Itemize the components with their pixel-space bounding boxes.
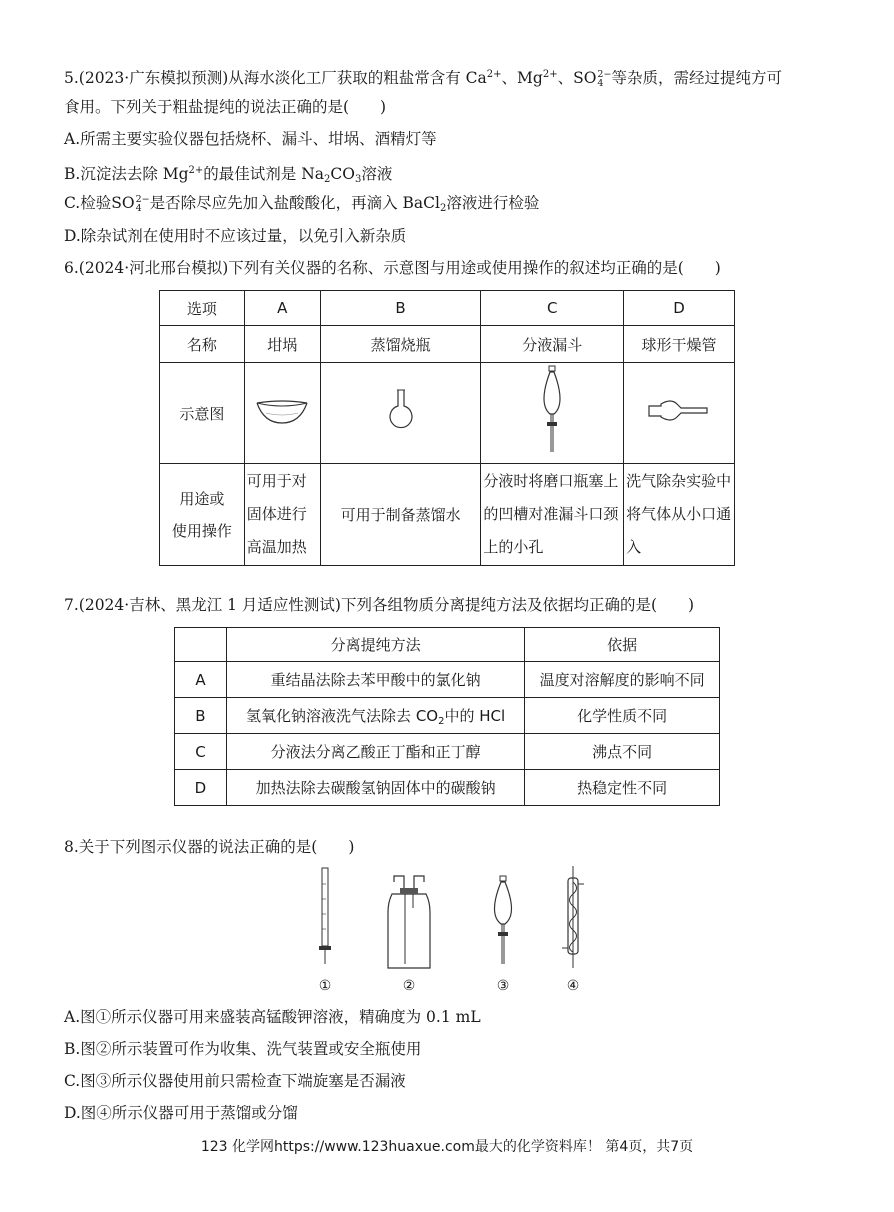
q6-table xyxy=(159,290,735,566)
option-cell: B xyxy=(175,698,227,734)
co3-sub: 3 xyxy=(354,174,362,185)
burette-icon xyxy=(319,868,331,964)
header-cell: B xyxy=(320,291,481,326)
q6-use-row xyxy=(160,464,735,566)
figure-label-4: ④ xyxy=(566,978,580,994)
q7-table xyxy=(174,627,720,806)
header-cell: D xyxy=(624,291,735,326)
q6-name-row xyxy=(160,326,735,363)
header-cell xyxy=(175,628,227,662)
use-cell: 可用于制备蒸馏水 xyxy=(320,464,481,566)
gas-washing-bottle-icon xyxy=(388,876,430,968)
use-label-line: 使用操作 xyxy=(171,521,232,540)
option-cell: C xyxy=(175,734,227,770)
q5-option-d: D.除杂试剂在使用时不应该过量，以免引入新杂质 xyxy=(64,227,407,245)
so4-sub: 4 xyxy=(135,203,142,214)
use-cell: 可用于对固体进行高温加热 xyxy=(244,464,320,566)
basis-cell: 沸点不同 xyxy=(525,734,720,770)
method-text: 中的 HCl xyxy=(444,706,506,725)
option-cell: D xyxy=(175,770,227,806)
mg-charge: 2+ xyxy=(542,69,558,80)
q5-optb-text: B.沉淀法去除 Mg xyxy=(64,165,189,183)
q5-stem-text: 等杂质，需经过提纯方可 xyxy=(611,69,782,87)
figure-label-3: ③ xyxy=(496,978,510,994)
q5-optb-text: CO xyxy=(330,165,355,183)
na-sub: 2 xyxy=(324,174,331,185)
q6-diagram-row xyxy=(160,363,735,464)
method-cell: 重结晶法除去苯甲酸中的氯化钠 xyxy=(226,662,524,698)
q8-stem: 8.关于下列图示仪器的说法正确的是( ) xyxy=(64,838,355,856)
so4-sub: 4 xyxy=(597,78,604,89)
use-cell: 分液时将磨口瓶塞上的凹槽对准漏斗口颈上的小孔 xyxy=(481,464,624,566)
figure-label-1: ① xyxy=(318,978,332,994)
q8-option-d: D.图④所示仪器可用于蒸馏或分馏 xyxy=(64,1104,298,1122)
basis-cell: 热稳定性不同 xyxy=(525,770,720,806)
q7-row-b xyxy=(175,698,720,734)
separatory-funnel-cell xyxy=(481,363,624,464)
crucible-cell xyxy=(244,363,320,464)
q7-stem: 7.(2024·吉林、黑龙江 1 月适应性测试)下列各组物质分离提纯方法及依据均正确的是( ) xyxy=(64,596,695,614)
name-cell: 坩埚 xyxy=(244,326,320,363)
method-text: 氢氧化钠溶液洗气法除去 CO xyxy=(246,706,439,725)
row-label xyxy=(160,464,245,566)
header-cell: C xyxy=(481,291,624,326)
q5-stem-text: 5.(2023·广东模拟预测)从海水淡化工厂获取的粗盐常含有 Ca xyxy=(64,69,487,87)
method-cell: 分液法分离乙酸正丁酯和正丁醇 xyxy=(226,734,524,770)
page-footer: 123 化学网https://www.123huaxue.com最大的化学资料库！ 第4页，共7页 xyxy=(200,1139,694,1155)
q8-option-b: B.图②所示装置可作为收集、洗气装置或安全瓶使用 xyxy=(64,1040,422,1058)
q5-optb-text: 的最佳试剂是 Na xyxy=(203,165,325,183)
header-cell: 分离提纯方法 xyxy=(226,628,524,662)
q8-apparatus-figure xyxy=(300,864,600,974)
round-flask-icon xyxy=(381,386,421,436)
q5-stem-line2: 食用。下列关于粗盐提纯的说法正确的是( ) xyxy=(64,98,387,116)
q5-stem-text: 、SO xyxy=(557,69,597,87)
row-label: 名称 xyxy=(160,326,245,363)
bacl2-sub: 2 xyxy=(439,203,447,214)
use-cell: 洗气除杂实验中将气体从小口通入 xyxy=(624,464,735,566)
header-cell: 选项 xyxy=(160,291,245,326)
option-cell: A xyxy=(175,662,227,698)
q7-header-row xyxy=(175,628,720,662)
drying-tube-cell xyxy=(624,363,735,464)
q7-row-a xyxy=(175,662,720,698)
method-cell xyxy=(226,698,524,734)
mg-charge: 2+ xyxy=(188,165,204,176)
header-cell: A xyxy=(244,291,320,326)
name-cell: 分液漏斗 xyxy=(481,326,624,363)
bulb-condenser-icon xyxy=(562,866,584,968)
basis-cell: 温度对溶解度的影响不同 xyxy=(525,662,720,698)
name-cell: 球形干燥管 xyxy=(624,326,735,363)
drying-tube-icon xyxy=(647,396,711,426)
ca-charge: 2+ xyxy=(486,69,502,80)
q5-optc-text: 溶液进行检验 xyxy=(446,194,540,212)
q5-option-c xyxy=(64,192,539,220)
q5-optc-text: 是否除尽应先加入盐酸酸化，再滴入 BaCl xyxy=(149,194,440,212)
row-label: 示意图 xyxy=(160,363,245,464)
q5-option-a: A.所需主要实验仪器包括烧杯、漏斗、坩埚、酒精灯等 xyxy=(64,130,437,148)
q5-stem-line1 xyxy=(64,64,782,89)
distilling-flask-cell xyxy=(320,363,481,464)
so4-charge: 2− xyxy=(135,194,150,205)
q7-row-d xyxy=(175,770,720,806)
co2-sub: 2 xyxy=(438,715,445,727)
q5-stem-text: 、Mg xyxy=(501,69,543,87)
separatory-funnel-icon xyxy=(532,364,572,458)
separatory-funnel-icon xyxy=(495,876,512,964)
crucible-icon xyxy=(252,391,312,431)
basis-cell: 化学性质不同 xyxy=(525,698,720,734)
q8-option-c: C.图③所示仪器使用前只需检查下端旋塞是否漏液 xyxy=(64,1072,406,1090)
name-cell: 蒸馏烧瓶 xyxy=(320,326,481,363)
q6-header-row xyxy=(160,291,735,326)
figure-label-2: ② xyxy=(402,978,416,994)
q5-option-b xyxy=(64,160,392,191)
q5-optc-text: C.检验SO xyxy=(64,194,135,212)
so4-charge: 2− xyxy=(597,69,612,80)
q8-option-a: A.图①所示仪器可用来盛装高锰酸钾溶液，精确度为 0.1 mL xyxy=(64,1008,481,1026)
q6-stem: 6.(2024·河北邢台模拟)下列有关仪器的名称、示意图与用途或使用操作的叙述均正确的是( ) xyxy=(64,259,721,277)
method-cell: 加热法除去碳酸氢钠固体中的碳酸钠 xyxy=(226,770,524,806)
header-cell: 依据 xyxy=(525,628,720,662)
use-label-line: 用途或 xyxy=(179,489,225,508)
q7-row-c xyxy=(175,734,720,770)
q5-optb-text: 溶液 xyxy=(361,165,393,183)
